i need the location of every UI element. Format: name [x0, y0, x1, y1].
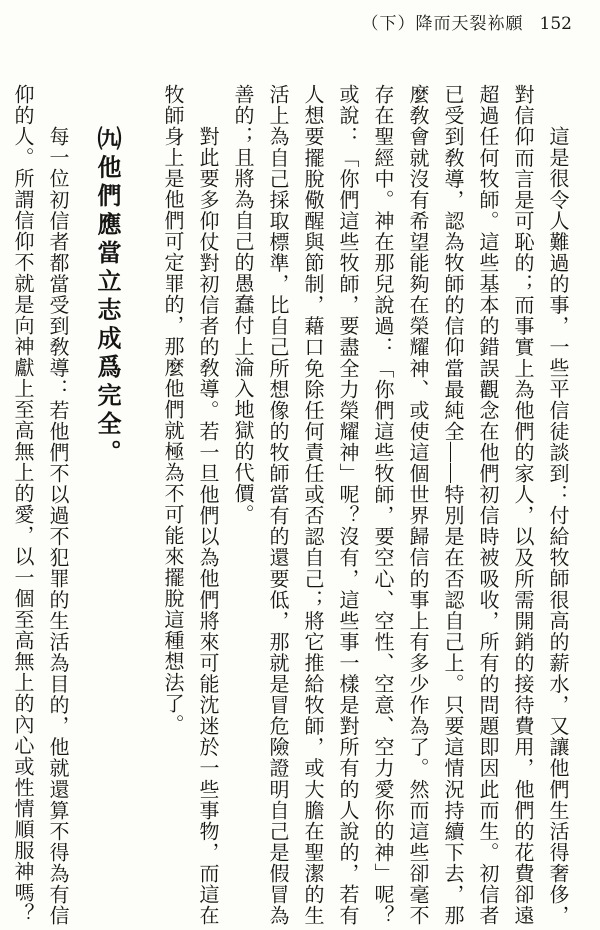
page-number: 152: [539, 14, 572, 34]
paragraph-3: 每一位初信者都當受到敎導：若他們不以過不犯罪的生活為目的，他就還算不得為有信仰的人。所謂信仰不就是向神獻上至高無上的愛，以一個至高無上的內心或性情順服神嗎？: [11, 84, 68, 926]
vertical-text-block: [8, 84, 574, 926]
running-title: （下）降而天裂袮願: [361, 14, 524, 33]
paragraph-2: 對此要多仰仗對初信者的敎導。若一旦他們以為他們將來可能沈迷於一些事物，而這在牧師身上是他們可定罪的，那麼他們就極為不可能來擺脫這種想法了。: [161, 84, 218, 926]
page-header: [362, 9, 572, 34]
paragraph-1: 這是很令人難過的事，一些平信徒談到：付給牧師很高的薪水，又讓他們生活得奢侈，對信仰而言是可恥的；而事實上為他們的家人，以及所需開銷的接待費用，他們的花費卻遠超過任何牧師。這些基本的錯誤觀念在他們初信時被吸收，所有的問題即因此而生。初信者已受到敎導，認為牧師的信仰當最純全——特別是在否認自己上。只要這情況持續下去，那麼敎會就沒有希望能夠在榮耀神、或使這個世界歸信的事上有多少作為了。然而這些卻毫不存在聖經中。神在那兒說過：「你們這些牧師，要空心、空性、空意、空力愛你的神」呢？或說：「你們這些牧師，要盡全力榮耀神」呢？沒有，這些事一樣是對所有的人說的，若有人想要擺脫儆醒與節制，藉口免除任何責任或否認自己；將它推給牧師，或大膽在聖潔的生活上為自己採取標準，比自己所想像的牧師當有的還要低，那就是冒危險證明自己是假冒為善的；且將為自己的愚蠢付上淪入地獄的代價。: [231, 84, 568, 926]
section-heading-nine: ㈨他們應當立志成爲完全。: [93, 126, 119, 468]
